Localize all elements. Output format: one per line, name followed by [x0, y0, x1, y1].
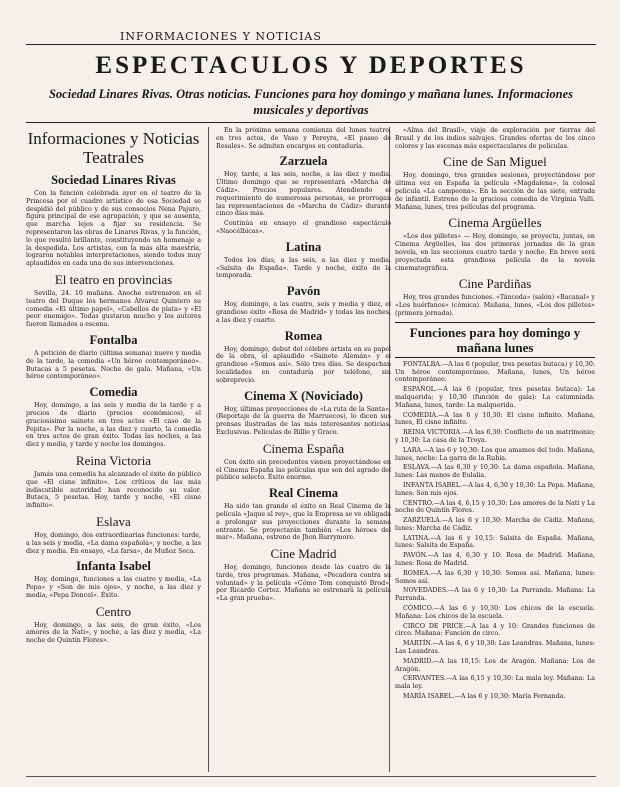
article-text: Jamás una comedia ha alcanzado el éxito de público que «El cisne infinito». Los críticos de las más indiscutible autoridad han reconocido su valor. Butaca, 5 pesetas. Hoy, tarde y noche, «El cisne infinito». [26, 470, 201, 510]
article-heading: Cine Pardiñas [458, 276, 532, 292]
section-title: Informaciones y Noticias Teatrales [27, 129, 200, 167]
article-heading: Cinema Argüelles [448, 215, 542, 231]
article-heading: Pavón [286, 284, 321, 299]
listing-entry: INFANTA ISABEL.—A las 4, 6,30 y 10,30: La Pepa. Mañana, lunes: Son mis ojos. [395, 481, 595, 497]
listing-entry: LARA.—A las 6 y 10,30: Los que amamos del todo. Mañana, lunes, noche: La garra de la Rubia. [395, 446, 595, 462]
top-rule [26, 44, 596, 45]
listing-entry: CERVANTES.—A las 6,15 y 10,30: La mala ley. Mañana: La mala ley. [395, 675, 595, 691]
column-3 [395, 127, 595, 777]
listing-entry: REINA VICTORIA.—A las 6,30: Conflicto de un matrimonio; y 10,30: La casa de la Troya. [395, 429, 595, 444]
article-heading: Latina [285, 239, 322, 254]
article-text: Sevilla, 24. 10 mañana. Anoche estrenaron en el teatro del Duque los hermanos Álvarez Quintero su comedia «El último papel», «Cabellos de plata» y «El peor enemigo». Todas gustaron mucho y los autores fueron llamados a escena. [26, 289, 201, 329]
listing-entry: ESLAVA.—A las 6,30 y 10,30: La dama española. Mañana, lunes: Las manos de Eulalia. [395, 464, 595, 480]
article-text: Hoy, domingo, dos extraordinarias funciones: tarde, a las seis y media, «La dama española», y noche, a las diez y media. En ensayo, «La farsa», de Muñoz Seca. [26, 531, 201, 555]
running-head: INFORMACIONES Y NOTICIAS [120, 30, 322, 43]
article-heading: Infanta Isabel [76, 559, 151, 574]
article-heading: Cine Madrid [270, 546, 337, 562]
article-text: Hoy, domingo, a las seis y media de la tarde y a precios de diario (precios económicos), el graciosísimo sainete en tres actos «El caso de la Pepita». Por la noche, a las diez y cuarto, la comedia en tres actos de gran éxito. Todas las noches, a las diez y media, y tarde y noche los domingos. [26, 402, 201, 449]
article-heading: Cine de San Miguel [443, 154, 547, 170]
article-heading: Zarzuela [279, 154, 328, 169]
article-heading: Cinema España [262, 440, 345, 456]
article-text: En la próxima semana comienza del lunes teatro, en tres actos, de Vaso y Pereyra, «El paseo de Rosales». Se admiten encargos en contaduría. [216, 127, 391, 150]
listing-entry: MARÍA ISABEL.—A las 6 y 10,30: María Fernanda. [403, 693, 566, 701]
article-text: Con éxito sin precedentes vienen proyectándose en el Cinema España las películas que son del agrado del público selecto. Éxito enorme. [216, 458, 391, 482]
listing-entry: FONTALBA.—A las 6 (popular, tres pesetas butaca) y 10,30: Un héroe contemporáneo. Mañana, lunes, Un héroe contemporáneo. [395, 360, 595, 384]
article-heading: Centro [95, 603, 132, 619]
article-heading: Reina Victoria [75, 452, 152, 468]
page-title: ESPECTACULOS Y DEPORTES [95, 52, 527, 79]
listing-entry: CENTRO.—A las 4, 6,15 y 10,30: Los amores de la Nati y La noche de Quintín Flores. [395, 499, 595, 515]
article-text: Hoy, domingo, tres grandes sesiones, proyectándose por última vez en España la película «Magdalena», la colosal película «La campeona». En la sección de las siete, entrada de infantil. Estreno de la graciosa comedia de Virginia Valli. Mañana, lunes, tres películas del programa. [395, 172, 595, 211]
bottom-rule [26, 776, 596, 777]
article-heading: Real Cinema [268, 486, 339, 501]
article-text: «Alma del Brasil», viaje de exploración por tierras del Brasil y de los indios salvajes. Grandes ofertas de los cinco colores y las escenas más espectaculares de películas. [395, 127, 595, 150]
column-2 [216, 127, 391, 777]
article-heading: Sociedad Linares Rivas [51, 173, 176, 187]
article-text: Hoy, domingo, a las seis, de gran éxito, «Los amores de la Nati», y noche, a las diez y media, «La noche de Quintín Flores». [26, 621, 201, 645]
article-text: Todos los días, a las seis, a las diez y media, «Salsita de España». Tarde y noche, éxito de la temporada. [216, 256, 391, 280]
listing-entry: PAVÓN.—A las 4, 6,30 y 10: Rosa de Madrid. Mañana, lunes: Rosa de Madrid. [395, 552, 595, 568]
article-heading: Eslava [96, 513, 131, 529]
column-divider [208, 127, 209, 772]
listing-entry: CIRCO DE PRICE.—A las 4 y 10: Grandes funciones de circo. Mañana: Función de circo. [395, 622, 595, 638]
column-1 [26, 127, 201, 777]
article-heading: Fontalba [89, 332, 138, 347]
page-subtitle: Sociedad Linares Rivas. Otras noticias. Funciones para hoy domingo y mañana lunes. Informaciones musicales y deportivas [48, 87, 574, 117]
article-text: «Los dos pilletes» — Hoy, domingo, se proyecta, juntas, en Cinema Argüelles, las dos primeras jornadas de la gran novela, en las secciones cuatro tarde y noche. En breve será proyectada esta grandiosa película de la novela cinematográfica. [395, 233, 595, 272]
article-text: Ha sido tan grande el éxito en Real Cinema de la película «Jaque al rey», que la Empresa se ve obligada a prolongar sus proyecciones durante la semana entrante. Se proyectarán también «Los héroes del mar». Mañana, estreno de Jhon Barrymore. [216, 503, 391, 542]
article-text: Hoy, domingo, a las cuatro, seis y media y diez, el grandioso éxito «Rosa de Madrid» y todas las noches, a las diez y cuarto. [216, 301, 391, 324]
article-heading: Romea [284, 328, 323, 343]
listing-entry: NOVEDADES.—A las 6 y 10,30: La Parranda. Mañana: La Parranda. [395, 587, 595, 603]
listing-entry: ZARZUELA.—A las 6 y 10,30: Marcha de Cádiz. Mañana, lunes: Marcha de Cádiz. [395, 517, 595, 532]
article-text: A petición de diario (última semana) nueve y media de la tarde, la comedia «Un héroe contemporáneo». Butacas a 5 pesetas. Noche de gala. Mañana, «Un héroe contemporáneo». [26, 349, 201, 381]
article-text: Hoy, tarde, a las seis, noche, a las diez y media. Último domingo que se representará «Marcha de Cádiz». Precios populares. Atendiendo el requerimiento de numerosas personas, se prorrogan las representaciones de «Marcha de Cádiz» durante cinco días más. [216, 171, 391, 218]
article-heading: El teatro en provincias [54, 271, 173, 287]
listing-entry: CÓMICO.—A las 6 y 10,30: Los chicos de la escuela. Mañana: Los chicos de la escuela. [395, 605, 595, 620]
title-rule [26, 122, 596, 123]
article-text: Hoy, domingo, funciones a las cuatro y media, «La Pepa» y «Son de mis ojos», y noche, a las diez y media, «Pepa Doncel». Éxito. [26, 576, 201, 599]
listing-entry: MARTÍN.—A las 4, 6 y 10,30: Las Leandras. Mañana, lunes: Las Leandras. [395, 640, 595, 656]
article-text: Hoy, tres grandes funciones. «Tánceda» (salón) «Bacanal» y «Los huérfanos» (cómica). Mañana, lunes, «Los dos pilletes» (primera jornada). [395, 294, 595, 317]
article-heading: Cinema X (Noviciado) [244, 388, 363, 403]
article-text: Hoy, domingo, debut del célebre artista en su papel de la obra, el aplaudido «Sainete Alemán» y el grandioso «Somos así». Sólo tres días. Se despachan localidades en contaduría por teléfono, sin sobreprecio. [216, 345, 391, 384]
article-text: Hoy, domingo, funciones desde las cuatro de la tarde, tres programas. Mañana, «Pecadora contra su voluntad» y la película «Cómo Tom conquistó Brod», por Ricardo Cortez. Mañana se estrenará la película «La gran prueba». [216, 564, 391, 603]
listing-entry: COMEDIA.—A las 6 y 10,30: El cisne infinito. Mañana, lunes, El cisne infinito. [395, 411, 595, 427]
article-text: Con la función celebrada ayer en el teatro de la Princesa por el cuadro artístico de esa Sociedad se despidió del público y de sus consocios Nena Pajuro, figura principal de ese agrupación, y que se ausenta, que marcha lejos a fijar su residencia. Se representaron las obras de Linares Rivas, y la función, lo que resultó brillante, constituyendo un homenaje a la despedida. Los artistas, con la más alta maestría, lograron notables interpretaciones, siendo todos muy aplaudidos en cada una de sus intervenciones. [26, 190, 201, 268]
listing-entry: MADRID.—A las 10,15: Los de Aragón. Mañana: Los de Aragón. [395, 657, 595, 673]
article-heading: Comedia [89, 385, 138, 400]
listing-entry: LATINA.—A las 6 y 10,15: Salsita de España. Mañana, lunes: Salsita de España. [395, 534, 595, 550]
article-text: Hoy, últimas proyecciones de «La ruta de la Santa». (Reportaje de la guerra de Marruecos), lo dicen sus prensas ilustradas de las más interesantes noticias. Exclusivas. Películas de Billie y Grace. [216, 405, 391, 436]
listing-entry: ROMEA.—A las 6,30 y 10,30: Somos así. Mañana, lunes: Somos así. [395, 569, 595, 585]
listings-title: Funciones para hoy domingo y mañana lunes [395, 322, 595, 358]
article-text: Continúa en ensayo el grandioso espectáculo «Naocélbicas». [216, 220, 391, 235]
listing-entry: ESPAÑOL.—A las 6 (popular, tres pesetas butaca): La malquerida; y 10,30 (función de gala): La calumniada. Mañana, lunes, tarde: La malquerida. [395, 386, 595, 409]
